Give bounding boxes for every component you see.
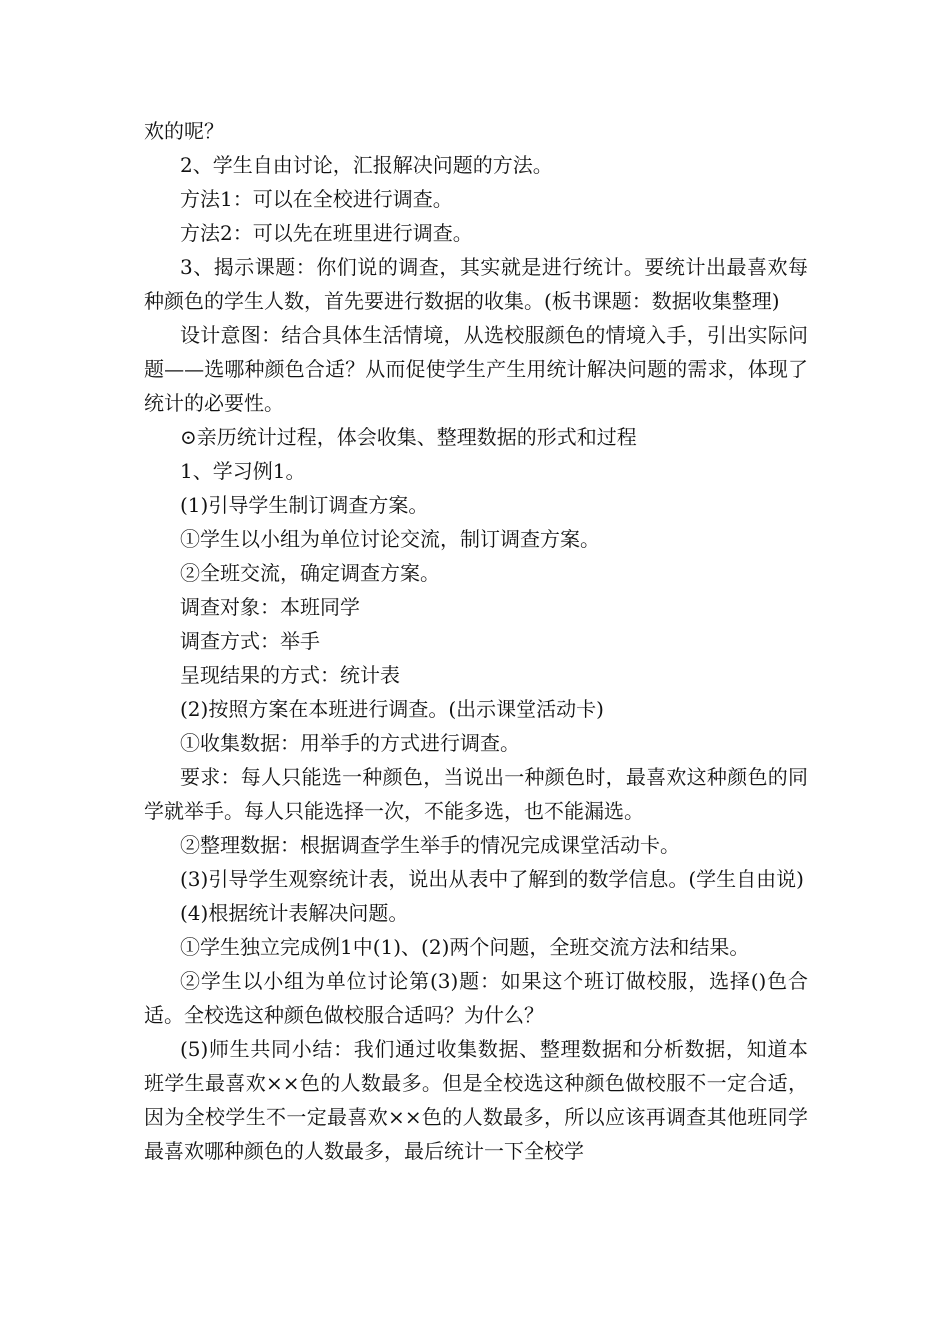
paragraph: ①学生以小组为单位讨论交流，制订调查方案。 <box>180 527 600 551</box>
paragraph: ①收集数据：用举手的方式进行调查。 <box>180 731 520 755</box>
paragraph: 欢的呢？ <box>144 119 224 143</box>
paragraph: 3、揭示课题：你们说的调查，其实就是进行统计。要统计出最喜欢每种颜色的学生人数，首先要进行数据的收集。(板书课题：数据收集整理) <box>144 255 808 313</box>
paragraph: 要求：每人只能选一种颜色，当说出一种颜色时，最喜欢这种颜色的同学就举手。每人只能选择一次，不能多选，也不能漏选。 <box>144 765 808 823</box>
paragraph: 2、学生自由讨论，汇报解决问题的方法。 <box>180 153 553 177</box>
paragraph: 方法1：可以在全校进行调查。 <box>180 187 453 211</box>
paragraph: (4)根据统计表解决问题。 <box>180 901 409 925</box>
paragraph: 1、学习例1。 <box>180 459 306 483</box>
paragraph: 呈现结果的方式：统计表 <box>180 663 400 687</box>
paragraph: 调查对象：本班同学 <box>180 595 360 619</box>
paragraph: ①学生独立完成例1中(1)、(2)两个问题，全班交流方法和结果。 <box>180 935 750 959</box>
paragraph: ②学生以小组为单位讨论第(3)题：如果这个班订做校服，选择()色合适。全校选这种颜色做校服合适吗？为什么？ <box>144 969 808 1027</box>
document-body <box>144 114 808 1168</box>
paragraph: 调查方式：举手 <box>180 629 320 653</box>
paragraph: ②全班交流，确定调查方案。 <box>180 561 440 585</box>
paragraph: (2)按照方案在本班进行调查。(出示课堂活动卡) <box>180 697 604 721</box>
paragraph: (1)引导学生制订调查方案。 <box>180 493 429 517</box>
section-heading: ⊙亲历统计过程，体会收集、整理数据的形式和过程 <box>180 425 637 449</box>
paragraph: 方法2：可以先在班里进行调查。 <box>180 221 473 245</box>
paragraph: 设计意图：结合具体生活情境，从选校服颜色的情境入手，引出实际问题——选哪种颜色合适？从而促使学生产生用统计解决问题的需求，体现了统计的必要性。 <box>144 323 808 415</box>
paragraph: ②整理数据：根据调查学生举手的情况完成课堂活动卡。 <box>180 833 680 857</box>
paragraph: (5)师生共同小结：我们通过收集数据、整理数据和分析数据，知道本班学生最喜欢××色的人数最多。但是全校选这种颜色做校服不一定合适，因为全校学生不一定最喜欢××色的人数最多，所以应该再调查其他班同学最喜欢哪种颜色的人数最多，最后统计一下全校学 <box>144 1037 808 1163</box>
paragraph: (3)引导学生观察统计表，说出从表中了解到的数学信息。(学生自由说) <box>180 867 804 891</box>
